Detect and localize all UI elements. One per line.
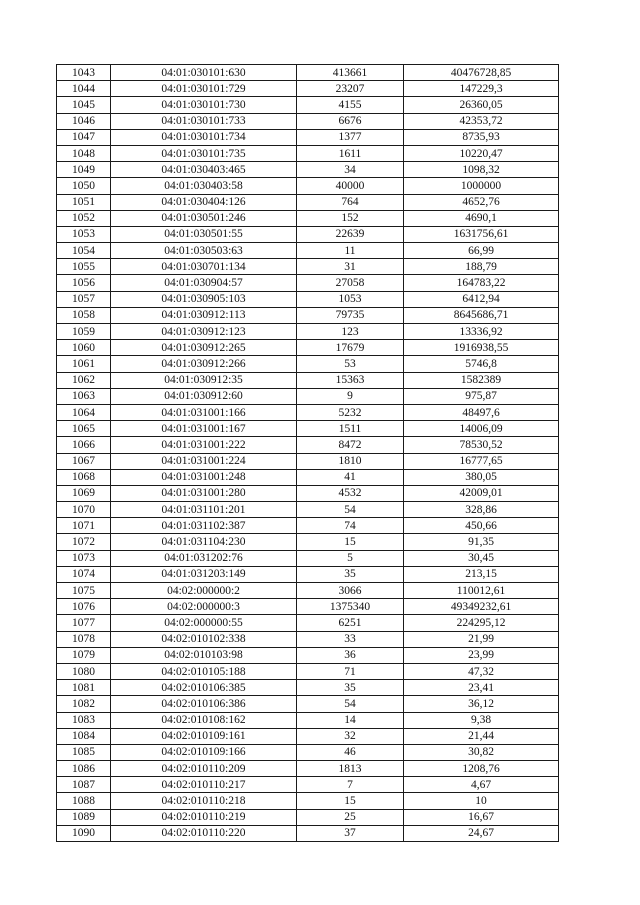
table-row: [57, 129, 559, 145]
area-cell: 4155: [297, 97, 404, 113]
value-cell: 30,82: [404, 744, 559, 760]
value-cell: 8645686,71: [404, 307, 559, 323]
cadastral-number-cell: 04:01:030912:123: [111, 324, 297, 340]
table-row: [57, 566, 559, 582]
row-number-cell: 1054: [57, 243, 111, 259]
row-number-cell: 1078: [57, 631, 111, 647]
table-row: [57, 809, 559, 825]
cadastral-number-cell: 04:01:031001:280: [111, 485, 297, 501]
cadastral-number-cell: 04:01:031001:167: [111, 421, 297, 437]
row-number-cell: 1058: [57, 307, 111, 323]
table-row: [57, 404, 559, 420]
row-number-cell: 1063: [57, 388, 111, 404]
row-number-cell: 1047: [57, 129, 111, 145]
table-row: [57, 728, 559, 744]
cadastral-number-cell: 04:02:010110:217: [111, 777, 297, 793]
table-row: [57, 550, 559, 566]
row-number-cell: 1052: [57, 210, 111, 226]
value-cell: 21,99: [404, 631, 559, 647]
area-cell: 152: [297, 210, 404, 226]
value-cell: 1098,32: [404, 162, 559, 178]
area-cell: 7: [297, 777, 404, 793]
value-cell: 36,12: [404, 696, 559, 712]
table-row: [57, 647, 559, 663]
row-number-cell: 1082: [57, 696, 111, 712]
cadastral-number-cell: 04:01:031101:201: [111, 502, 297, 518]
value-cell: 8735,93: [404, 129, 559, 145]
row-number-cell: 1072: [57, 534, 111, 550]
cadastral-number-cell: 04:01:031001:248: [111, 469, 297, 485]
table-row: [57, 178, 559, 194]
row-number-cell: 1049: [57, 162, 111, 178]
row-number-cell: 1065: [57, 421, 111, 437]
cadastral-number-cell: 04:02:010110:209: [111, 761, 297, 777]
cadastral-number-cell: 04:01:030101:733: [111, 113, 297, 129]
table-row: [57, 162, 559, 178]
value-cell: 78530,52: [404, 437, 559, 453]
row-number-cell: 1086: [57, 761, 111, 777]
cadastral-number-cell: 04:01:030101:734: [111, 129, 297, 145]
row-number-cell: 1056: [57, 275, 111, 291]
table-row: [57, 615, 559, 631]
row-number-cell: 1059: [57, 324, 111, 340]
cadastral-number-cell: 04:01:030912:266: [111, 356, 297, 372]
cadastral-number-cell: 04:01:030101:730: [111, 97, 297, 113]
area-cell: 14: [297, 712, 404, 728]
table-row: [57, 194, 559, 210]
table-row: [57, 210, 559, 226]
cadastral-number-cell: 04:01:031001:224: [111, 453, 297, 469]
value-cell: 24,67: [404, 825, 559, 841]
row-number-cell: 1069: [57, 485, 111, 501]
row-number-cell: 1073: [57, 550, 111, 566]
area-cell: 46: [297, 744, 404, 760]
table-row: [57, 275, 559, 291]
row-number-cell: 1050: [57, 178, 111, 194]
value-cell: 10: [404, 793, 559, 809]
cadastral-number-cell: 04:02:010110:219: [111, 809, 297, 825]
row-number-cell: 1061: [57, 356, 111, 372]
cadastral-number-cell: 04:02:010102:338: [111, 631, 297, 647]
cadastral-number-cell: 04:02:010110:220: [111, 825, 297, 841]
area-cell: 36: [297, 647, 404, 663]
cadastral-number-cell: 04:01:030912:265: [111, 340, 297, 356]
table-row: [57, 226, 559, 242]
area-cell: 25: [297, 809, 404, 825]
cadastral-number-cell: 04:01:031001:166: [111, 404, 297, 420]
value-cell: 66,99: [404, 243, 559, 259]
table-row: [57, 324, 559, 340]
area-cell: 6676: [297, 113, 404, 129]
row-number-cell: 1046: [57, 113, 111, 129]
row-number-cell: 1090: [57, 825, 111, 841]
table-row: [57, 599, 559, 615]
area-cell: 4532: [297, 485, 404, 501]
row-number-cell: 1074: [57, 566, 111, 582]
row-number-cell: 1076: [57, 599, 111, 615]
row-number-cell: 1089: [57, 809, 111, 825]
row-number-cell: 1064: [57, 404, 111, 420]
cadastral-number-cell: 04:02:010109:161: [111, 728, 297, 744]
cadastral-number-cell: 04:01:030503:63: [111, 243, 297, 259]
table-row: [57, 65, 559, 81]
table-row: [57, 680, 559, 696]
area-cell: 413661: [297, 65, 404, 81]
cadastral-number-cell: 04:02:010109:166: [111, 744, 297, 760]
area-cell: 1611: [297, 145, 404, 161]
value-cell: 49349232,61: [404, 599, 559, 615]
value-cell: 1582389: [404, 372, 559, 388]
value-cell: 10220,47: [404, 145, 559, 161]
table-row: [57, 583, 559, 599]
area-cell: 23207: [297, 81, 404, 97]
area-cell: 71: [297, 663, 404, 679]
table-row: [57, 761, 559, 777]
row-number-cell: 1053: [57, 226, 111, 242]
value-cell: 26360,05: [404, 97, 559, 113]
value-cell: 13336,92: [404, 324, 559, 340]
area-cell: 9: [297, 388, 404, 404]
area-cell: 35: [297, 566, 404, 582]
row-number-cell: 1045: [57, 97, 111, 113]
area-cell: 6251: [297, 615, 404, 631]
table-row: [57, 534, 559, 550]
table-row: [57, 340, 559, 356]
row-number-cell: 1088: [57, 793, 111, 809]
row-number-cell: 1070: [57, 502, 111, 518]
cadastral-number-cell: 04:01:031202:76: [111, 550, 297, 566]
value-cell: 1208,76: [404, 761, 559, 777]
table-row: [57, 388, 559, 404]
row-number-cell: 1083: [57, 712, 111, 728]
cadastral-number-cell: 04:01:030404:126: [111, 194, 297, 210]
area-cell: 32: [297, 728, 404, 744]
value-cell: 6412,94: [404, 291, 559, 307]
area-cell: 27058: [297, 275, 404, 291]
table-row: [57, 469, 559, 485]
table-row: [57, 81, 559, 97]
value-cell: 23,99: [404, 647, 559, 663]
cadastral-number-cell: 04:01:030701:134: [111, 259, 297, 275]
row-number-cell: 1080: [57, 663, 111, 679]
cadastral-number-cell: 04:02:000000:2: [111, 583, 297, 599]
cadastral-number-cell: 04:01:030403:465: [111, 162, 297, 178]
area-cell: 15363: [297, 372, 404, 388]
table-row: [57, 259, 559, 275]
value-cell: 1631756,61: [404, 226, 559, 242]
row-number-cell: 1055: [57, 259, 111, 275]
table-row: [57, 502, 559, 518]
row-number-cell: 1057: [57, 291, 111, 307]
cadastral-number-cell: 04:01:030101:735: [111, 145, 297, 161]
value-cell: 48497,6: [404, 404, 559, 420]
table-row: [57, 777, 559, 793]
cadastral-number-cell: 04:01:031001:222: [111, 437, 297, 453]
table-row: [57, 243, 559, 259]
value-cell: 30,45: [404, 550, 559, 566]
table-row: [57, 356, 559, 372]
value-cell: 40476728,85: [404, 65, 559, 81]
cadastral-number-cell: 04:02:010108:162: [111, 712, 297, 728]
table-row: [57, 437, 559, 453]
cadastral-number-cell: 04:02:010105:188: [111, 663, 297, 679]
cadastral-number-cell: 04:01:030501:55: [111, 226, 297, 242]
table-row: [57, 631, 559, 647]
value-cell: 450,66: [404, 518, 559, 534]
area-cell: 31: [297, 259, 404, 275]
cadastral-number-cell: 04:01:030912:35: [111, 372, 297, 388]
value-cell: 4690,1: [404, 210, 559, 226]
area-cell: 54: [297, 696, 404, 712]
row-number-cell: 1077: [57, 615, 111, 631]
cadastral-number-cell: 04:02:010103:98: [111, 647, 297, 663]
value-cell: 328,86: [404, 502, 559, 518]
area-cell: 1813: [297, 761, 404, 777]
cadastral-number-cell: 04:01:030501:246: [111, 210, 297, 226]
table-row: [57, 744, 559, 760]
value-cell: 21,44: [404, 728, 559, 744]
row-number-cell: 1060: [57, 340, 111, 356]
row-number-cell: 1087: [57, 777, 111, 793]
area-cell: 54: [297, 502, 404, 518]
area-cell: 53: [297, 356, 404, 372]
table-row: [57, 421, 559, 437]
area-cell: 5: [297, 550, 404, 566]
value-cell: 91,35: [404, 534, 559, 550]
area-cell: 15: [297, 793, 404, 809]
table-row: [57, 518, 559, 534]
area-cell: 1377: [297, 129, 404, 145]
row-number-cell: 1075: [57, 583, 111, 599]
value-cell: 9,38: [404, 712, 559, 728]
cadastral-number-cell: 04:02:000000:3: [111, 599, 297, 615]
cadastral-number-cell: 04:02:010110:218: [111, 793, 297, 809]
table-row: [57, 663, 559, 679]
area-cell: 33: [297, 631, 404, 647]
row-number-cell: 1062: [57, 372, 111, 388]
area-cell: 8472: [297, 437, 404, 453]
table-row: [57, 825, 559, 841]
row-number-cell: 1043: [57, 65, 111, 81]
cadastral-number-cell: 04:01:030905:103: [111, 291, 297, 307]
area-cell: 74: [297, 518, 404, 534]
area-cell: 764: [297, 194, 404, 210]
row-number-cell: 1067: [57, 453, 111, 469]
cadastral-number-cell: 04:01:030403:58: [111, 178, 297, 194]
value-cell: 16777,65: [404, 453, 559, 469]
value-cell: 213,15: [404, 566, 559, 582]
row-number-cell: 1084: [57, 728, 111, 744]
area-cell: 1511: [297, 421, 404, 437]
area-cell: 37: [297, 825, 404, 841]
table-row: [57, 113, 559, 129]
area-cell: 79735: [297, 307, 404, 323]
row-number-cell: 1048: [57, 145, 111, 161]
cadastral-number-cell: 04:01:031104:230: [111, 534, 297, 550]
row-number-cell: 1079: [57, 647, 111, 663]
row-number-cell: 1081: [57, 680, 111, 696]
cadastral-number-cell: 04:01:031203:149: [111, 566, 297, 582]
value-cell: 47,32: [404, 663, 559, 679]
row-number-cell: 1044: [57, 81, 111, 97]
value-cell: 5746,8: [404, 356, 559, 372]
area-cell: 1810: [297, 453, 404, 469]
area-cell: 3066: [297, 583, 404, 599]
cadastral-number-cell: 04:01:030101:729: [111, 81, 297, 97]
cadastral-number-cell: 04:01:030904:57: [111, 275, 297, 291]
cadastral-number-cell: 04:02:010106:386: [111, 696, 297, 712]
table-row: [57, 712, 559, 728]
area-cell: 35: [297, 680, 404, 696]
value-cell: 380,05: [404, 469, 559, 485]
table-row: [57, 696, 559, 712]
cadastral-value-table: [56, 64, 559, 842]
cadastral-number-cell: 04:02:000000:55: [111, 615, 297, 631]
value-cell: 188,79: [404, 259, 559, 275]
area-cell: 34: [297, 162, 404, 178]
value-cell: 1916938,55: [404, 340, 559, 356]
area-cell: 5232: [297, 404, 404, 420]
row-number-cell: 1071: [57, 518, 111, 534]
value-cell: 42353,72: [404, 113, 559, 129]
table-row: [57, 453, 559, 469]
cadastral-number-cell: 04:01:030912:113: [111, 307, 297, 323]
area-cell: 1053: [297, 291, 404, 307]
row-number-cell: 1066: [57, 437, 111, 453]
area-cell: 41: [297, 469, 404, 485]
table-body: [57, 65, 559, 842]
row-number-cell: 1085: [57, 744, 111, 760]
table-row: [57, 307, 559, 323]
table-row: [57, 485, 559, 501]
table-row: [57, 372, 559, 388]
value-cell: 110012,61: [404, 583, 559, 599]
table-row: [57, 97, 559, 113]
cadastral-number-cell: 04:01:030912:60: [111, 388, 297, 404]
value-cell: 1000000: [404, 178, 559, 194]
value-cell: 42009,01: [404, 485, 559, 501]
area-cell: 15: [297, 534, 404, 550]
row-number-cell: 1051: [57, 194, 111, 210]
cadastral-number-cell: 04:02:010106:385: [111, 680, 297, 696]
value-cell: 4,67: [404, 777, 559, 793]
value-cell: 164783,22: [404, 275, 559, 291]
area-cell: 22639: [297, 226, 404, 242]
table-row: [57, 145, 559, 161]
value-cell: 16,67: [404, 809, 559, 825]
value-cell: 14006,09: [404, 421, 559, 437]
cadastral-number-cell: 04:01:030101:630: [111, 65, 297, 81]
table-row: [57, 291, 559, 307]
table-row: [57, 793, 559, 809]
value-cell: 4652,76: [404, 194, 559, 210]
cadastral-number-cell: 04:01:031102:387: [111, 518, 297, 534]
row-number-cell: 1068: [57, 469, 111, 485]
area-cell: 123: [297, 324, 404, 340]
area-cell: 1375340: [297, 599, 404, 615]
value-cell: 147229,3: [404, 81, 559, 97]
value-cell: 975,87: [404, 388, 559, 404]
value-cell: 23,41: [404, 680, 559, 696]
area-cell: 40000: [297, 178, 404, 194]
value-cell: 224295,12: [404, 615, 559, 631]
area-cell: 17679: [297, 340, 404, 356]
area-cell: 11: [297, 243, 404, 259]
